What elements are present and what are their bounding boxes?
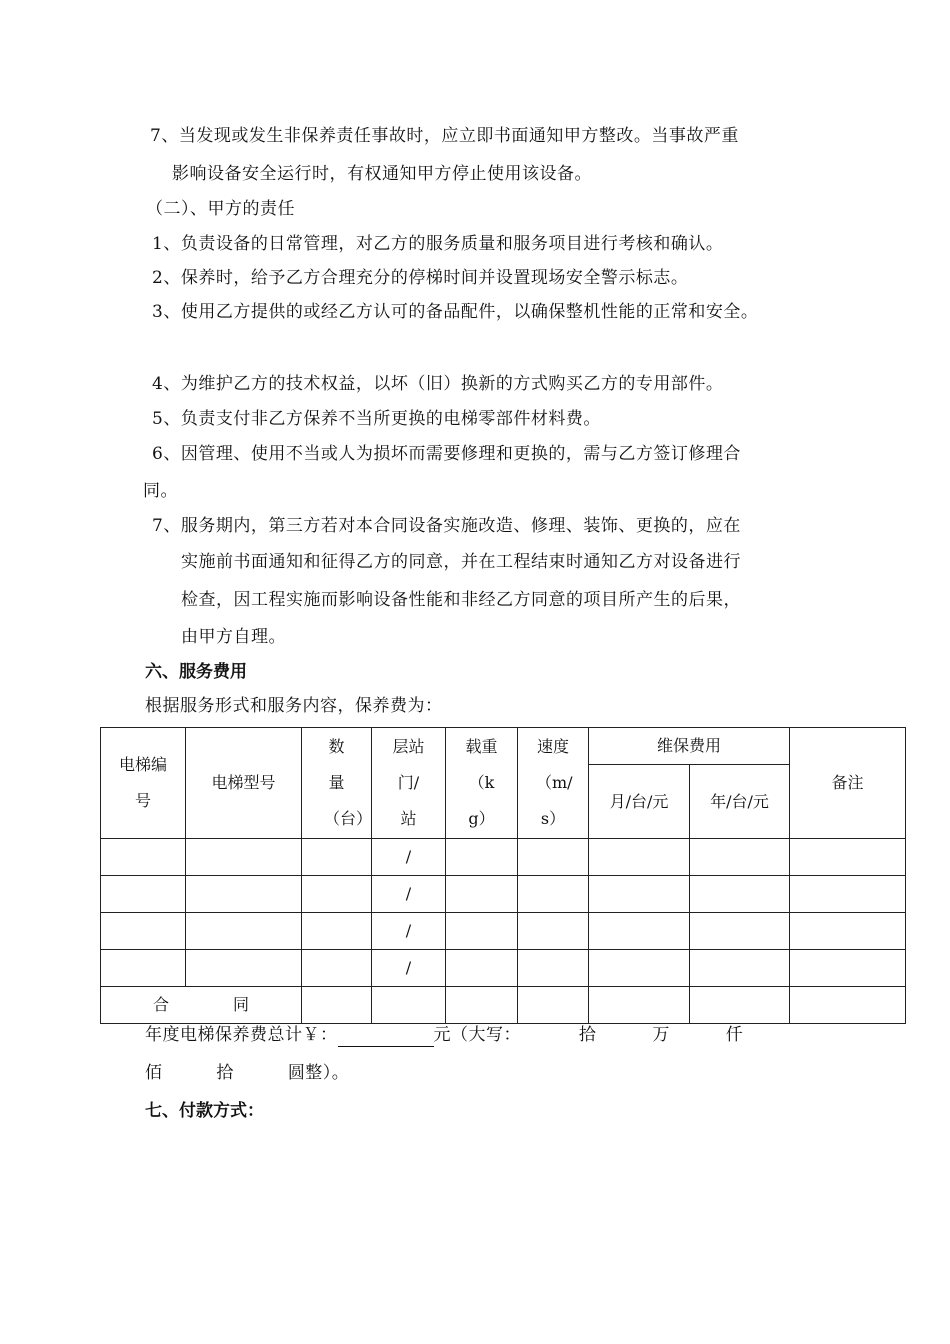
clause-a6-line1: 6、因管理、使用不当或人为损坏而需要修理和更换的，需与乙方签订修理合 bbox=[152, 444, 741, 464]
clause-a4: 4、为维护乙方的技术权益，以坏（旧）换新的方式购买乙方的专用部件。 bbox=[152, 374, 724, 394]
clause-a7-line2: 实施前书面通知和征得乙方的同意，并在工程结束时通知乙方对设备进行 bbox=[181, 552, 741, 572]
section-7-title: 七、付款方式： bbox=[145, 1101, 264, 1121]
section-6-title: 六、服务费用 bbox=[145, 662, 247, 682]
clause-a6-line2: 同。 bbox=[143, 481, 178, 501]
floors-cell: / bbox=[372, 876, 446, 913]
annual-total-line: 年度电梯保养费总计￥： 元（大写： 拾 万 仟 bbox=[145, 1025, 744, 1045]
header-quantity: 数量（台） bbox=[302, 728, 372, 839]
table-row bbox=[101, 839, 906, 876]
header-yearly-fee: 年/台/元 bbox=[690, 765, 790, 839]
header-floors: 层站门/站 bbox=[372, 728, 446, 839]
total-label: 合 同 bbox=[101, 987, 302, 1024]
header-load: 载重（kg） bbox=[446, 728, 518, 839]
header-maintenance-fee: 维保费用 bbox=[589, 728, 790, 765]
floors-cell: / bbox=[372, 913, 446, 950]
annual-total-line-2: 佰 拾 圆整）。 bbox=[145, 1063, 350, 1083]
clause-a1: 1、负责设备的日常管理，对乙方的服务质量和服务项目进行考核和确认。 bbox=[152, 234, 724, 254]
clause-a3: 3、使用乙方提供的或经乙方认可的备品配件，以确保整机性能的正常和安全。 bbox=[152, 302, 759, 322]
section-6-intro: 根据服务形式和服务内容，保养费为： bbox=[145, 696, 443, 716]
clause-a5: 5、负责支付非乙方保养不当所更换的电梯零部件材料费。 bbox=[152, 409, 601, 429]
clause-a7-line4: 由甲方自理。 bbox=[181, 627, 286, 647]
floors-cell: / bbox=[372, 950, 446, 987]
section-party-a-heading: （二）、甲方的责任 bbox=[146, 199, 295, 219]
floors-cell: / bbox=[372, 839, 446, 876]
amount-blank bbox=[338, 1028, 434, 1047]
header-elevator-no: 电梯编号 bbox=[101, 728, 186, 839]
header-monthly-fee: 月/台/元 bbox=[589, 765, 690, 839]
maintenance-fee-table bbox=[100, 727, 906, 1024]
clause-a7-line1: 7、服务期内，第三方若对本合同设备实施改造、修理、装饰、更换的，应在 bbox=[152, 516, 741, 536]
header-speed: 速度（m/s） bbox=[518, 728, 589, 839]
header-elevator-model: 电梯型号 bbox=[186, 728, 302, 839]
total-row bbox=[101, 987, 906, 1024]
clause-a2: 2、保养时，给予乙方合理充分的停梯时间并设置现场安全警示标志。 bbox=[152, 268, 689, 288]
table-row bbox=[101, 950, 906, 987]
table-row bbox=[101, 913, 906, 950]
clause-b7-line1: 7、当发现或发生非保养责任事故时，应立即书面通知甲方整改。当事故严重 bbox=[150, 126, 739, 146]
clause-a7-line3: 检查，因工程实施而影响设备性能和非经乙方同意的项目所产生的后果， bbox=[181, 590, 741, 610]
header-remarks: 备注 bbox=[790, 728, 906, 839]
clause-b7-line2: 影响设备安全运行时，有权通知甲方停止使用该设备。 bbox=[172, 164, 592, 184]
table-row bbox=[101, 876, 906, 913]
